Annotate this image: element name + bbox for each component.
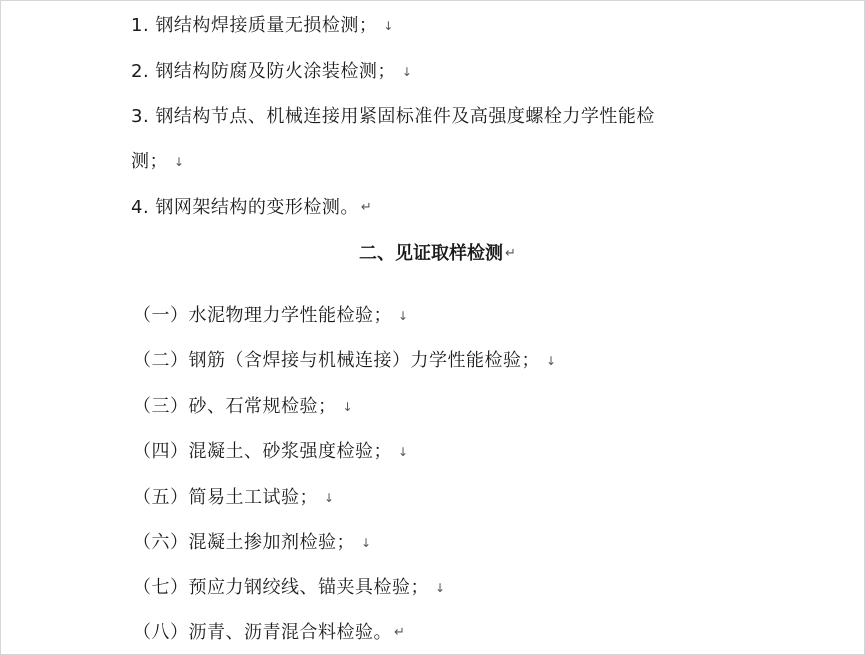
list-item [133, 531, 372, 555]
line-break-mark: ↓ [546, 354, 557, 368]
line-break-mark: ↓ [435, 581, 446, 595]
line-break-mark: ↓ [361, 536, 372, 550]
list-item-text: 4. 钢网架结构的变形检测。 [131, 197, 359, 218]
list-item-text: （二）钢筋（含焊接与机械连接）力学性能检验； [133, 350, 540, 371]
line-break-mark: ↓ [174, 155, 185, 169]
list-item-text: 2. 钢结构防腐及防火涂装检测； [131, 61, 396, 82]
paragraph-mark: ↵ [360, 200, 373, 215]
list-item [131, 105, 655, 129]
line-break-mark: ↓ [324, 491, 335, 505]
list-item [133, 349, 557, 373]
line-break-mark: ↓ [342, 400, 354, 414]
list-item-text: 3. 钢结构节点、机械连接用紧固标准件及高强度螺栓力学性能检 [131, 106, 655, 127]
list-item-text: 测； [131, 151, 168, 172]
list-item-text: （八）沥青、沥青混合料检验。 [133, 622, 392, 643]
list-item-text: （七）预应力钢绞线、锚夹具检验； [133, 577, 429, 598]
list-item-text: （一）水泥物理力学性能检验； [133, 305, 392, 326]
list-item [131, 14, 394, 38]
list-item [133, 304, 409, 328]
list-item-text: （六）混凝土掺加剂检验； [133, 532, 355, 553]
list-item [131, 150, 185, 174]
line-break-mark: ↓ [398, 309, 409, 323]
list-item [133, 486, 335, 510]
line-break-mark: ↓ [401, 65, 413, 79]
list-item [131, 196, 372, 220]
list-item [133, 440, 409, 464]
section-heading-text: 二、见证取样检测 [359, 243, 504, 264]
line-break-mark: ↓ [398, 445, 409, 459]
list-item [131, 60, 412, 84]
list-item-text: （四）混凝土、砂浆强度检验； [133, 441, 392, 462]
paragraph-mark: ↵ [505, 246, 516, 261]
list-item [133, 395, 353, 419]
list-item-text: 1. 钢结构焊接质量无损检测； [131, 15, 378, 36]
line-break-mark: ↓ [383, 19, 394, 33]
list-item [133, 621, 405, 645]
section-heading [1, 242, 864, 266]
list-item-text: （五）简易土工试验； [133, 487, 318, 508]
list-item-text: （三）砂、石常规检验； [133, 396, 337, 417]
paragraph-mark: ↵ [394, 625, 406, 640]
list-item [133, 576, 446, 600]
